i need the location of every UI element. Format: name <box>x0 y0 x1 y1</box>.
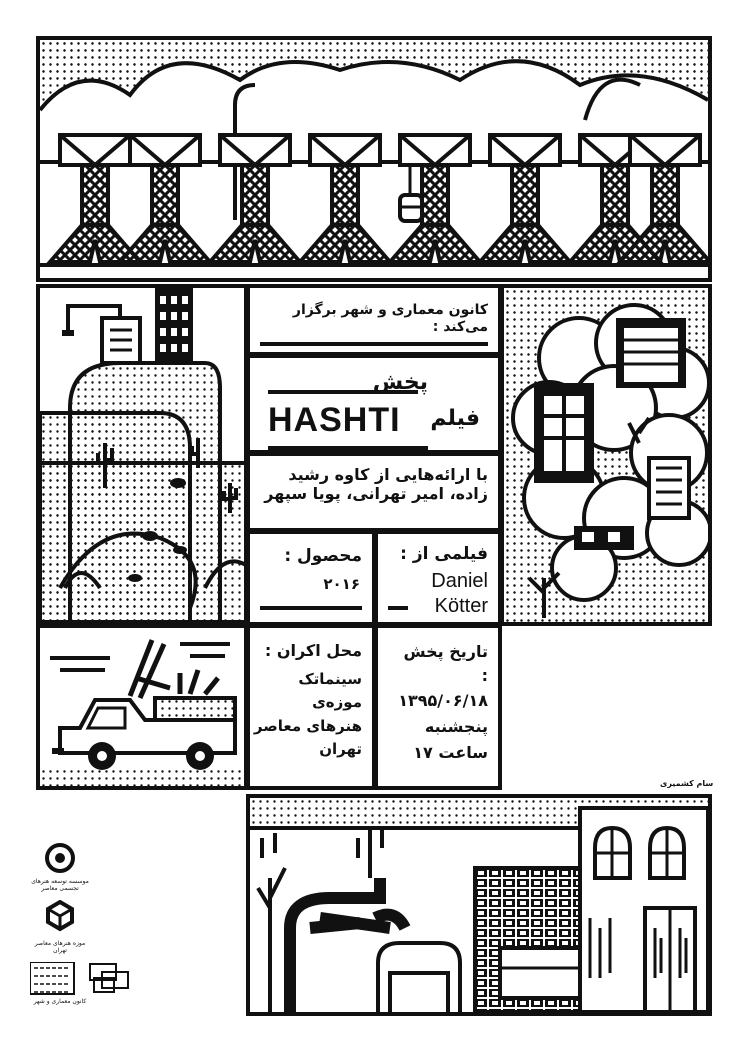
venue-place: سینماتک موزه‌ی هنرهای معاصر تهران <box>253 670 362 758</box>
production-year: ۲۰۱۶ <box>323 575 360 593</box>
museum-logo-text: موزه هنرهای معاصر تهران <box>34 940 86 955</box>
pylons-illustration <box>40 40 708 278</box>
vehicle-panel <box>36 624 248 790</box>
title-rule-bottom <box>268 446 428 450</box>
top-pylons-panel <box>36 36 712 282</box>
kanoon-logo-text: کانون معماری و شهر <box>33 998 87 1005</box>
film-title: HASHTI <box>268 401 401 439</box>
venue-cell <box>246 624 376 790</box>
date-weekday: پنجشنبه <box>424 717 488 736</box>
director-first-name: Daniel <box>431 570 488 592</box>
date-value: ۱۳۹۵/۰۶/۱۸ <box>398 691 488 710</box>
director-label: فیلمی از : <box>400 544 488 564</box>
desert-illustration <box>40 288 244 622</box>
production-label: محصول : <box>284 546 362 566</box>
screening-word-2: فیلم <box>430 406 480 431</box>
screening-word-1: پخش <box>372 370 428 395</box>
vehicle-illustration <box>40 628 244 786</box>
trees-illustration <box>504 288 708 622</box>
institute-logo-text: موسسه توسعه هنرهای تجسمی معاصر <box>31 878 89 893</box>
organizer-rule <box>260 342 488 346</box>
institute-logo <box>30 840 90 900</box>
presenters-text: با ارائه‌هایی از کاوه رشید زاده، امیر تهرانی، پویا سپهر <box>264 465 488 503</box>
director-rule <box>388 606 408 610</box>
house-illustration <box>250 798 708 1012</box>
production-rule <box>260 606 362 610</box>
date-cell <box>374 624 502 790</box>
date-label: تاریخ پخش : <box>403 642 488 685</box>
venue-label: محل اکران : <box>264 641 362 660</box>
organizer-text: کانون معماری و شهر برگزار می‌کند : <box>292 302 488 335</box>
desert-panel <box>36 284 248 626</box>
production-cell <box>246 530 376 626</box>
organizer-cell <box>246 284 502 356</box>
artist-credit: سام کشمیری <box>660 779 714 788</box>
trees-panel <box>500 284 712 626</box>
house-panel <box>246 794 712 1016</box>
date-time: ساعت ۱۷ <box>413 743 488 762</box>
director-cell <box>374 530 502 626</box>
presenters-cell <box>246 452 502 532</box>
museum-logo <box>30 900 90 960</box>
title-cell <box>246 354 502 454</box>
director-last-name: Kötter <box>434 595 488 617</box>
kanoon-logo <box>30 962 134 1010</box>
